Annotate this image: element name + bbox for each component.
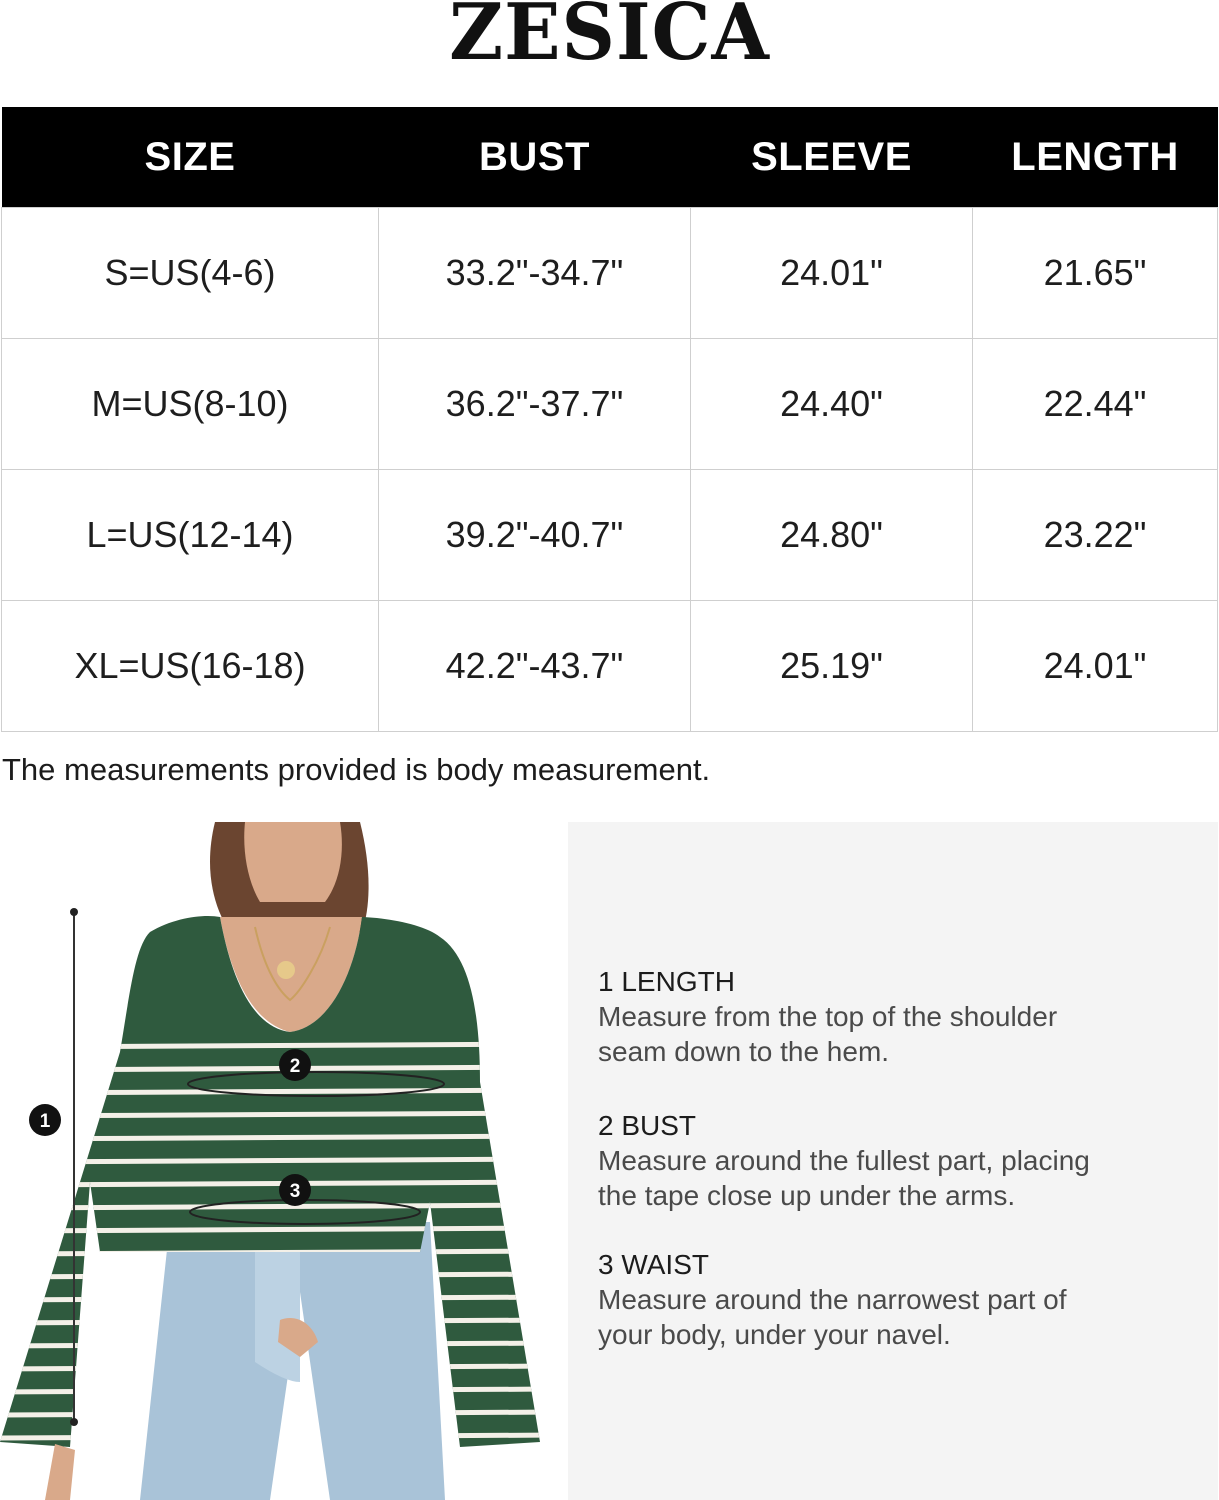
cell-bust: 33.2"-34.7" <box>379 208 691 339</box>
jeans-pocket <box>255 1252 300 1382</box>
instruction-title: 3 WAIST <box>598 1249 709 1280</box>
cell-bust: 42.2"-43.7" <box>379 601 691 732</box>
measurement-instructions-panel <box>568 822 1218 1500</box>
table-row <box>2 339 1218 470</box>
instruction-text-line: seam down to the hem. <box>598 1036 890 1067</box>
measurement-note: The measurements provided is body measurement. <box>2 752 711 787</box>
brand-logo: ZESICA <box>449 0 770 78</box>
header-length: LENGTH <box>973 107 1218 208</box>
cell-size: M=US(8-10) <box>2 339 379 470</box>
length-measure-top-dot <box>70 908 78 916</box>
cell-sleeve: 25.19" <box>691 601 973 732</box>
cell-length: 24.01" <box>973 601 1218 732</box>
length-measure-bottom-dot <box>70 1418 78 1426</box>
cell-bust: 36.2"-37.7" <box>379 339 691 470</box>
instruction-text-line: Measure from the top of the shoulder <box>598 1001 1058 1032</box>
marker-3-badge <box>279 1174 311 1206</box>
cell-bust: 39.2"-40.7" <box>379 470 691 601</box>
cell-size: XL=US(16-18) <box>2 601 379 732</box>
cell-length: 23.22" <box>973 470 1218 601</box>
model-photo-illustration <box>0 822 568 1500</box>
cell-size: L=US(12-14) <box>2 470 379 601</box>
cell-sleeve: 24.01" <box>691 208 973 339</box>
header-sleeve: SLEEVE <box>691 107 973 208</box>
table-row <box>2 208 1218 339</box>
size-chart-table <box>1 107 1218 732</box>
marker-2-label: 2 <box>289 1056 301 1077</box>
table-row <box>2 470 1218 601</box>
cell-sleeve: 24.40" <box>691 339 973 470</box>
header-bust: BUST <box>379 107 691 208</box>
cell-size: S=US(4-6) <box>2 208 379 339</box>
table-row <box>2 601 1218 732</box>
marker-3-label: 3 <box>289 1181 301 1202</box>
instruction-text-line: Measure around the narrowest part of <box>598 1284 1067 1315</box>
marker-1-badge <box>29 1104 61 1136</box>
instruction-text-line: your body, under your navel. <box>598 1319 951 1350</box>
instruction-text-line: the tape close up under the arms. <box>598 1180 1016 1211</box>
instruction-bust <box>598 1109 1198 1213</box>
cell-length: 21.65" <box>973 208 1218 339</box>
cell-sleeve: 24.80" <box>691 470 973 601</box>
neck-skin <box>244 822 342 902</box>
marker-1-label: 1 <box>39 1111 51 1132</box>
table-header-row <box>2 107 1218 208</box>
instruction-text-line: Measure around the fullest part, placing <box>598 1145 1090 1176</box>
instruction-waist <box>598 1248 1198 1352</box>
necklace-pendant <box>277 961 295 979</box>
header-size: SIZE <box>2 107 379 208</box>
instruction-title: 1 LENGTH <box>598 966 735 997</box>
instruction-length <box>598 965 1198 1069</box>
marker-2-badge <box>279 1049 311 1081</box>
cell-length: 22.44" <box>973 339 1218 470</box>
instruction-title: 2 BUST <box>598 1110 697 1141</box>
